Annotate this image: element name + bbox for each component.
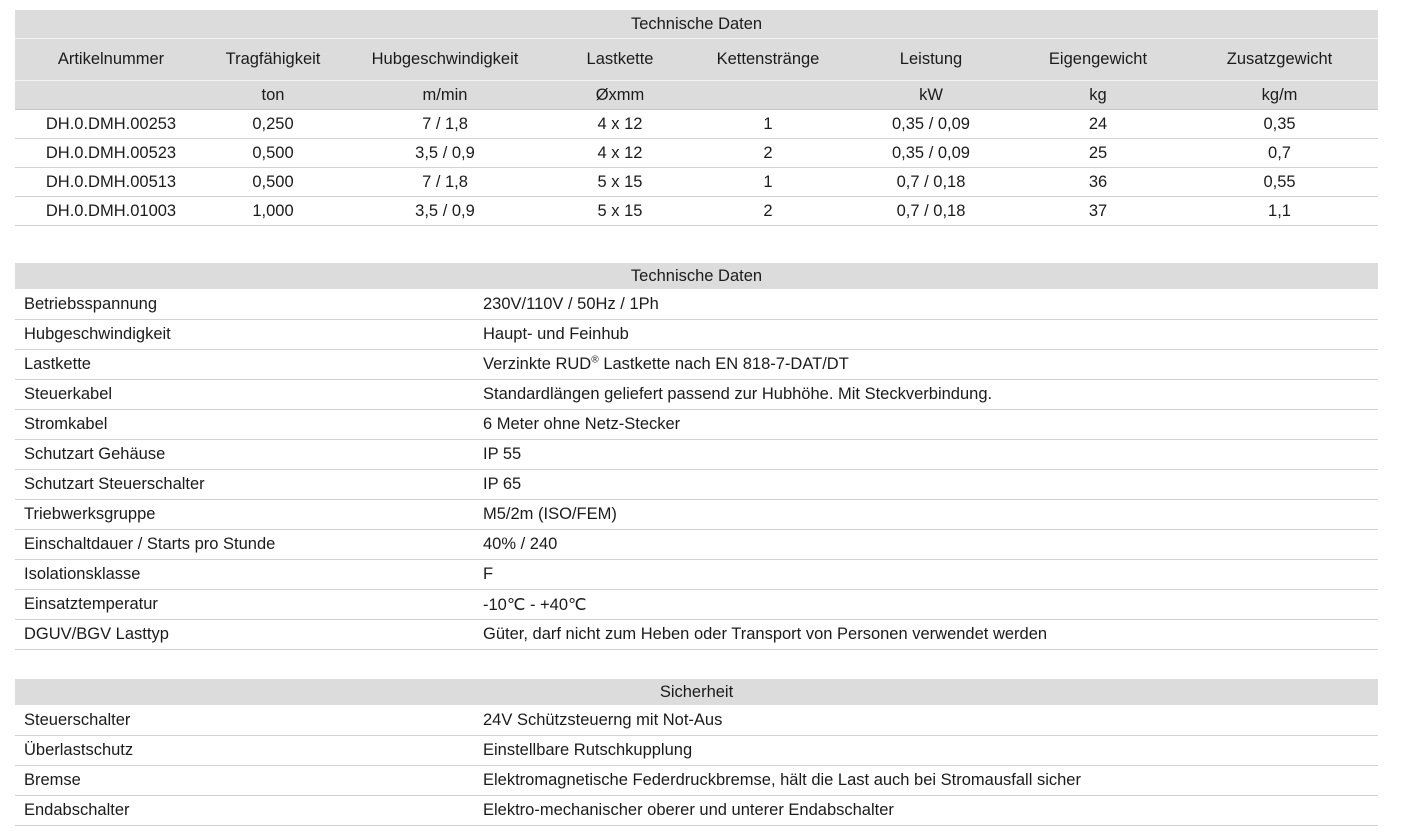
specification-column-header: Kettenstränge	[689, 39, 847, 81]
specification-column-header: Lastkette	[551, 39, 689, 81]
table-row	[15, 620, 1378, 650]
technical-data-label: Stromkabel	[15, 410, 477, 440]
technical-data-label: Betriebsspannung	[15, 290, 477, 320]
specification-cell: 2	[689, 139, 847, 168]
specification-cell: 0,500	[207, 168, 339, 197]
technical-data-table-title-row	[15, 263, 1378, 290]
specification-cell: 0,35 / 0,09	[847, 110, 1015, 139]
technical-data-value: Standardlängen geliefert passend zur Hubhöhe. Mit Steckverbindung.	[477, 380, 1378, 410]
technical-data-label: Einsatztemperatur	[15, 590, 477, 620]
specification-cell: 25	[1015, 139, 1181, 168]
technical-data-value: 40% / 240	[477, 530, 1378, 560]
technical-data-value: 6 Meter ohne Netz-Stecker	[477, 410, 1378, 440]
technical-data-value: -10℃ - +40℃	[477, 590, 1378, 620]
article-number-cell: DH.0.DMH.00523	[15, 139, 207, 168]
table-row	[15, 290, 1378, 320]
technical-data-label: Isolationsklasse	[15, 560, 477, 590]
technical-data-label: Steuerkabel	[15, 380, 477, 410]
article-number-cell: DH.0.DMH.01003	[15, 197, 207, 226]
technical-data-label: DGUV/BGV Lasttyp	[15, 620, 477, 650]
table-row	[15, 560, 1378, 590]
technical-data-value: IP 55	[477, 440, 1378, 470]
specification-cell: 7 / 1,8	[339, 110, 551, 139]
technical-data-value: Haupt- und Feinhub	[477, 320, 1378, 350]
technical-data-value: Verzinkte RUD® Lastkette nach EN 818-7-DAT/DT	[477, 350, 1378, 380]
specification-table	[15, 10, 1378, 226]
specification-column-header: Artikelnummer	[15, 39, 207, 81]
specification-cell: 7 / 1,8	[339, 168, 551, 197]
specification-table-units-row	[15, 81, 1378, 110]
specification-column-header: Eigengewicht	[1015, 39, 1181, 81]
table-row	[15, 736, 1378, 766]
safety-table-title: Sicherheit	[15, 679, 1378, 706]
specification-cell: 2	[689, 197, 847, 226]
specification-cell: 36	[1015, 168, 1181, 197]
specification-column-unit: Øxmm	[551, 81, 689, 110]
technical-data-value: IP 65	[477, 470, 1378, 500]
table-row	[15, 470, 1378, 500]
technical-data-label: Einschaltdauer / Starts pro Stunde	[15, 530, 477, 560]
technical-data-table	[15, 263, 1378, 650]
specification-table-header-row	[15, 39, 1378, 81]
technical-data-label: Hubgeschwindigkeit	[15, 320, 477, 350]
table-row	[15, 590, 1378, 620]
article-number-cell: DH.0.DMH.00253	[15, 110, 207, 139]
specification-column-unit: ton	[207, 81, 339, 110]
technical-data-table-section	[15, 263, 1378, 650]
table-row	[15, 380, 1378, 410]
specification-column-unit: kW	[847, 81, 1015, 110]
specification-column-unit	[689, 81, 847, 110]
safety-value: Elektromagnetische Federdruckbremse, hält die Last auch bei Stromausfall sicher	[477, 766, 1378, 796]
specification-column-header: Leistung	[847, 39, 1015, 81]
specification-table-title: Technische Daten	[15, 10, 1378, 39]
safety-label: Endabschalter	[15, 796, 477, 826]
specification-table-title-row	[15, 10, 1378, 39]
safety-value: 24V Schützsteuerng mit Not-Aus	[477, 706, 1378, 736]
table-row	[15, 197, 1378, 226]
specification-cell: 4 x 12	[551, 110, 689, 139]
table-row	[15, 350, 1378, 380]
registered-trademark-icon: ®	[591, 354, 599, 366]
technical-data-value: Güter, darf nicht zum Heben oder Transport von Personen verwendet werden	[477, 620, 1378, 650]
specification-cell: 0,500	[207, 139, 339, 168]
table-row	[15, 530, 1378, 560]
specification-cell: 1,000	[207, 197, 339, 226]
technical-data-label: Lastkette	[15, 350, 477, 380]
safety-value: Elektro-mechanischer oberer und unterer Endabschalter	[477, 796, 1378, 826]
table-row	[15, 110, 1378, 139]
table-row	[15, 139, 1378, 168]
specification-cell: 0,7	[1181, 139, 1378, 168]
specification-cell: 1,1	[1181, 197, 1378, 226]
specification-cell: 1	[689, 168, 847, 197]
safety-label: Bremse	[15, 766, 477, 796]
specification-column-header: Tragfähigkeit	[207, 39, 339, 81]
specification-table-section	[15, 10, 1378, 226]
table-row	[15, 796, 1378, 826]
technical-data-table-title: Technische Daten	[15, 263, 1378, 290]
specification-cell: 0,55	[1181, 168, 1378, 197]
table-row	[15, 168, 1378, 197]
technical-data-label: Schutzart Steuerschalter	[15, 470, 477, 500]
specification-cell: 5 x 15	[551, 168, 689, 197]
article-number-cell: DH.0.DMH.00513	[15, 168, 207, 197]
specification-cell: 24	[1015, 110, 1181, 139]
table-row	[15, 766, 1378, 796]
specification-cell: 1	[689, 110, 847, 139]
specification-column-unit: kg/m	[1181, 81, 1378, 110]
specification-column-unit: m/min	[339, 81, 551, 110]
specification-cell: 0,35	[1181, 110, 1378, 139]
specification-column-header: Zusatzgewicht	[1181, 39, 1378, 81]
specification-cell: 0,35 / 0,09	[847, 139, 1015, 168]
technical-data-value: M5/2m (ISO/FEM)	[477, 500, 1378, 530]
technical-data-label: Triebwerksgruppe	[15, 500, 477, 530]
specification-cell: 4 x 12	[551, 139, 689, 168]
technical-data-value: 230V/110V / 50Hz / 1Ph	[477, 290, 1378, 320]
safety-label: Steuerschalter	[15, 706, 477, 736]
table-row	[15, 706, 1378, 736]
table-row	[15, 410, 1378, 440]
specification-cell: 5 x 15	[551, 197, 689, 226]
safety-value: Einstellbare Rutschkupplung	[477, 736, 1378, 766]
safety-table-section	[15, 679, 1378, 826]
technical-data-value: F	[477, 560, 1378, 590]
safety-table	[15, 679, 1378, 826]
specification-cell: 0,250	[207, 110, 339, 139]
technical-data-label: Schutzart Gehäuse	[15, 440, 477, 470]
specification-cell: 0,7 / 0,18	[847, 168, 1015, 197]
specification-column-unit	[15, 81, 207, 110]
specification-cell: 0,7 / 0,18	[847, 197, 1015, 226]
table-row	[15, 440, 1378, 470]
safety-table-title-row	[15, 679, 1378, 706]
specification-column-header: Hubgeschwindigkeit	[339, 39, 551, 81]
specification-cell: 37	[1015, 197, 1181, 226]
safety-label: Überlastschutz	[15, 736, 477, 766]
specification-column-unit: kg	[1015, 81, 1181, 110]
table-row	[15, 320, 1378, 350]
table-row	[15, 500, 1378, 530]
specification-cell: 3,5 / 0,9	[339, 139, 551, 168]
specification-cell: 3,5 / 0,9	[339, 197, 551, 226]
